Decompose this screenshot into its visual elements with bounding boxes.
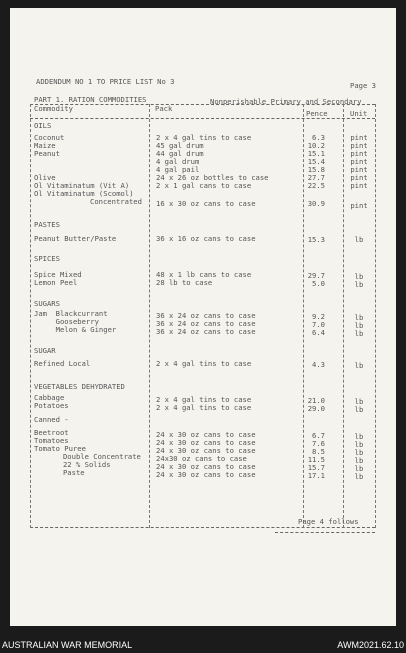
table-cell-pack: 24 x 26 oz bottles to case bbox=[156, 173, 269, 182]
table-cell-unit: pint bbox=[350, 165, 368, 174]
table-cell-commodity: Paste bbox=[50, 468, 85, 477]
table-cell-commodity: Jam Blackcurrant bbox=[34, 309, 108, 318]
table-cell-pence: 15.3 bbox=[307, 235, 325, 244]
table-cell-commodity: Canned - bbox=[34, 415, 69, 424]
table-cell-commodity: Refined Local bbox=[34, 359, 91, 368]
table-cell-commodity: Gooseberry bbox=[34, 317, 99, 326]
table-cell-pack: 24x30 oz cans to case bbox=[156, 454, 247, 463]
table-cell-commodity: Lemon Peel bbox=[34, 278, 78, 287]
table-cell-pence: 7.0 bbox=[312, 320, 325, 329]
table-cell-pack: 2 x 4 gal tins to case bbox=[156, 403, 252, 412]
rule-table-right bbox=[375, 104, 376, 528]
archive-credit: AUSTRALIAN WAR MEMORIAL bbox=[2, 640, 133, 650]
column-header-pence: Pence bbox=[306, 109, 328, 118]
table-cell-pack: 36 x 24 oz cans to case bbox=[156, 311, 256, 320]
table-cell-pack: 36 x 24 oz cans to case bbox=[156, 327, 256, 336]
table-cell-unit: lb bbox=[354, 405, 364, 414]
table-cell-unit: pint bbox=[350, 141, 368, 150]
document-header-left: ADDENDUM NO 1 TO PRICE LIST No 3 bbox=[36, 77, 175, 86]
table-cell-unit: lb bbox=[354, 448, 364, 457]
table-cell-pack: 2 x 4 gal tins to case bbox=[156, 395, 252, 404]
column-header-unit: Unit bbox=[350, 109, 368, 118]
table-cell-pence: 29.7 bbox=[307, 271, 325, 280]
rule-commodity-left bbox=[30, 104, 31, 528]
rule-pack-left bbox=[149, 104, 150, 528]
table-cell-commodity: Spice Mixed bbox=[34, 270, 82, 279]
table-cell-pack: 24 x 30 oz cans to case bbox=[156, 430, 256, 439]
table-cell-pence: 27.7 bbox=[307, 173, 325, 182]
table-cell-pence: 15.7 bbox=[307, 463, 325, 472]
table-cell-commodity: Beetroot bbox=[34, 428, 69, 437]
table-cell-pack: 44 gal drum bbox=[156, 149, 204, 158]
column-header-commodity: Commodity bbox=[34, 104, 73, 113]
table-cell-pence: 11.5 bbox=[307, 455, 325, 464]
table-cell-unit: lb bbox=[354, 464, 364, 473]
table-cell-pack: 36 x 24 oz cans to case bbox=[156, 319, 256, 328]
table-cell-pence: 6.4 bbox=[312, 328, 325, 337]
table-cell-pence: 8.5 bbox=[312, 447, 325, 456]
table-cell-commodity: Maize bbox=[34, 141, 56, 150]
table-cell-unit: pint bbox=[350, 133, 368, 142]
table-cell-unit: pint bbox=[350, 173, 368, 182]
table-cell-commodity: Coconut bbox=[34, 133, 65, 142]
table-cell-pack: 16 x 30 oz cans to case bbox=[156, 199, 256, 208]
table-cell-pack: 24 x 30 oz cans to case bbox=[156, 446, 256, 455]
page-follows-note: Page 4 follows bbox=[298, 517, 359, 526]
table-cell-pack: 28 lb to case bbox=[156, 278, 213, 287]
table-cell-pack: 24 x 30 oz cans to case bbox=[156, 462, 256, 471]
table-cell-commodity: Olive bbox=[34, 173, 56, 182]
table-cell-commodity: Cabbage bbox=[34, 393, 65, 402]
rule-header-bottom bbox=[30, 118, 375, 119]
table-cell-unit: lb bbox=[354, 456, 364, 465]
page-number: Page 3 bbox=[350, 81, 376, 90]
table-cell-pack: 2 x 1 gal cans to case bbox=[156, 181, 252, 190]
table-cell-commodity: SPICES bbox=[34, 254, 60, 263]
archive-accession-number: AWM2021.62.10 bbox=[337, 640, 404, 650]
document-page bbox=[10, 8, 396, 626]
table-cell-unit: lb bbox=[354, 432, 364, 441]
table-cell-pence: 21.0 bbox=[307, 396, 325, 405]
rule-table-bottom bbox=[30, 527, 375, 528]
table-cell-pence: 22.5 bbox=[307, 181, 325, 190]
table-cell-unit: lb bbox=[354, 329, 364, 338]
table-cell-unit: lb bbox=[354, 361, 364, 370]
table-cell-pack: 2 x 4 gal tins to case bbox=[156, 133, 252, 142]
table-cell-commodity: Ol Vitaminatum (Scomol) bbox=[34, 189, 134, 198]
table-cell-commodity: Concentrated bbox=[90, 197, 142, 206]
table-cell-pence: 15.4 bbox=[307, 157, 325, 166]
table-cell-pence: 29.0 bbox=[307, 404, 325, 413]
table-cell-unit: pint bbox=[350, 157, 368, 166]
table-cell-pence: 6.7 bbox=[312, 431, 325, 440]
table-cell-pence: 4.3 bbox=[312, 360, 325, 369]
table-cell-commodity: Ol Vitaminatum (Vit A) bbox=[34, 181, 130, 190]
table-cell-commodity: Melon & Ginger bbox=[34, 325, 117, 334]
table-cell-unit: lb bbox=[354, 440, 364, 449]
table-cell-commodity: Potatoes bbox=[34, 401, 69, 410]
column-header-pack: Pack bbox=[155, 104, 173, 113]
rule-header-top bbox=[30, 104, 375, 105]
table-cell-pence: 7.6 bbox=[312, 439, 325, 448]
table-cell-commodity: Tomatoes bbox=[34, 436, 69, 445]
table-cell-unit: lb bbox=[354, 235, 364, 244]
table-cell-pence: 9.2 bbox=[312, 312, 325, 321]
table-cell-commodity: Double Concentrate bbox=[50, 452, 141, 461]
table-cell-pence: 15.1 bbox=[307, 149, 325, 158]
table-cell-pence: 17.1 bbox=[307, 471, 325, 480]
table-cell-commodity: Tomato Puree bbox=[34, 444, 86, 453]
table-cell-pack: 48 x 1 lb cans to case bbox=[156, 270, 252, 279]
table-cell-pack: 4 gal pail bbox=[156, 165, 200, 174]
table-cell-unit: pint bbox=[350, 181, 368, 190]
table-cell-commodity: SUGARS bbox=[34, 299, 60, 308]
table-cell-pack: 24 x 30 oz cans to case bbox=[156, 470, 256, 479]
table-cell-commodity: VEGETABLES DEHYDRATED bbox=[34, 382, 125, 391]
table-cell-pence: 6.3 bbox=[312, 133, 325, 142]
table-cell-pack: 45 gal drum bbox=[156, 141, 204, 150]
table-cell-commodity: 22 % Solids bbox=[50, 460, 111, 469]
table-cell-pack: 36 x 16 oz cans to case bbox=[156, 234, 256, 243]
table-cell-unit: lb bbox=[354, 472, 364, 481]
table-cell-commodity: OILS bbox=[34, 121, 52, 130]
table-cell-pence: 30.9 bbox=[307, 199, 325, 208]
part-title: PART 1. RATION COMMODITIES bbox=[34, 95, 147, 104]
table-cell-unit: lb bbox=[354, 280, 364, 289]
table-cell-commodity: Peanut Butter/Paste bbox=[34, 234, 117, 243]
table-cell-pence: 10.2 bbox=[307, 141, 325, 150]
table-cell-unit: pint bbox=[350, 201, 368, 210]
part-subtitle: Nonperishable Primary and Secondary bbox=[210, 97, 362, 106]
table-cell-unit: lb bbox=[354, 397, 364, 406]
table-cell-pence: 15.8 bbox=[307, 165, 325, 174]
table-cell-pence: 5.0 bbox=[312, 279, 325, 288]
rule-footer bbox=[275, 532, 375, 533]
table-cell-unit: lb bbox=[354, 272, 364, 281]
table-cell-unit: lb bbox=[354, 321, 364, 330]
table-cell-pack: 2 x 4 gal tins to case bbox=[156, 359, 252, 368]
table-cell-unit: pint bbox=[350, 149, 368, 158]
table-cell-unit: lb bbox=[354, 313, 364, 322]
table-cell-pack: 4 gal drum bbox=[156, 157, 200, 166]
table-cell-commodity: Peanut bbox=[34, 149, 60, 158]
table-cell-commodity: PASTES bbox=[34, 220, 60, 229]
table-cell-commodity: SUGAR bbox=[34, 346, 56, 355]
table-cell-pack: 24 x 30 oz cans to case bbox=[156, 438, 256, 447]
